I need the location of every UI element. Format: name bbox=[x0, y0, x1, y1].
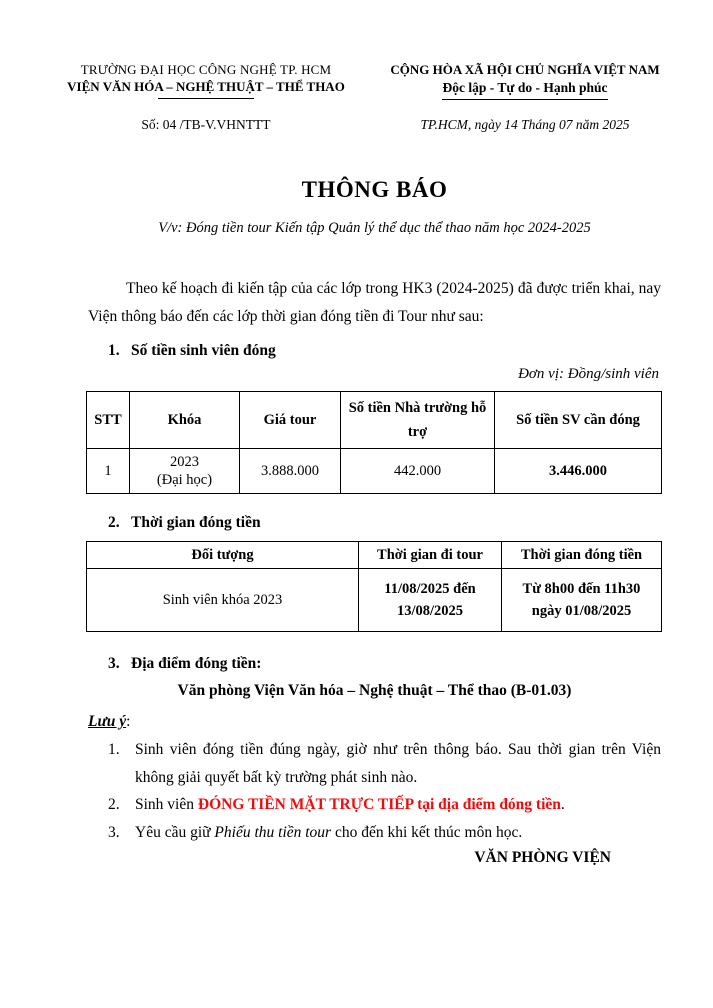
note-item-2 bbox=[108, 791, 661, 819]
document-header bbox=[48, 62, 671, 100]
fee-cell-stt: 1 bbox=[87, 449, 130, 494]
note-3-text: Yêu cầu giữ Phiếu thu tiền tour cho đến khi kết thúc môn học. bbox=[135, 823, 523, 841]
time-cell-di-tour: 11/08/2025 đến 13/08/2025 bbox=[359, 569, 502, 632]
fee-header-sv-dong: Số tiền SV cần đóng bbox=[495, 392, 662, 449]
national-motto-line2: Độc lập - Tự do - Hạnh phúc bbox=[442, 80, 608, 95]
fee-table-header-row bbox=[87, 392, 662, 449]
note-2-text: Sinh viên ĐÓNG TIỀN MẶT TRỰC TIẾP tại địa điểm đóng tiền. bbox=[135, 796, 565, 813]
section-2-title: Thời gian đóng tiền bbox=[131, 514, 261, 531]
fee-header-khoa: Khóa bbox=[130, 392, 240, 449]
document-number: Số: 04 /TB-V.VHNTTT bbox=[141, 117, 271, 132]
time-table-header-row bbox=[87, 542, 662, 569]
header-left-block bbox=[48, 62, 364, 100]
fee-table-row bbox=[87, 449, 662, 494]
section-3-title: Địa điểm đóng tiền: bbox=[131, 655, 262, 672]
fee-cell-sv-dong: 3.446.000 bbox=[495, 449, 662, 494]
section-3-heading bbox=[108, 655, 661, 673]
fee-cell-khoa-line1: 2023 bbox=[170, 454, 199, 470]
note-3-number: 3. bbox=[108, 823, 120, 841]
note-2-red-highlight: ĐÓNG TIỀN MẶT TRỰC TIẾP tại địa điểm đóng tiền bbox=[197, 796, 561, 813]
time-cell-doi-tuong: Sinh viên khóa 2023 bbox=[87, 569, 359, 632]
section-1-number: 1. bbox=[108, 342, 120, 359]
section-1-title: Số tiền sinh viên đóng bbox=[131, 342, 276, 359]
signature-office: VĂN PHÒNG VIỆN bbox=[474, 849, 611, 866]
time-header-di-tour: Thời gian đi tour bbox=[359, 542, 502, 569]
section-3-number: 3. bbox=[108, 655, 120, 672]
institute-underline bbox=[158, 98, 254, 99]
time-table-row bbox=[87, 569, 662, 632]
intro-paragraph: Theo kế hoạch đi kiến tập của các lớp trong HK3 (2024-2025) đã được triển khai, nay Viện thông báo đến các lớp thời gian đóng tiền đi Tour như sau: bbox=[88, 280, 661, 325]
notes-label-colon: : bbox=[126, 713, 131, 730]
page-title: THÔNG BÁO bbox=[301, 177, 448, 202]
fee-cell-ho-tro: 442.000 bbox=[341, 449, 495, 494]
fee-header-stt: STT bbox=[87, 392, 130, 449]
reference-row bbox=[48, 117, 671, 133]
notes-label-text: Lưu ý bbox=[88, 713, 127, 730]
header-right-block bbox=[379, 62, 671, 100]
section-2-heading bbox=[108, 514, 661, 532]
document-date: TP.HCM, ngày 14 Tháng 07 năm 2025 bbox=[420, 117, 630, 132]
motto-underline bbox=[442, 99, 608, 100]
national-motto-line1: CỘNG HÒA XÃ HỘI CHỦ NGHĨA VIỆT NAM bbox=[390, 62, 660, 77]
unit-note: Đơn vị: Đồng/sinh viên bbox=[518, 366, 659, 382]
page-subtitle: V/v: Đóng tiền tour Kiến tập Quản lý thể dục thể thao năm học 2024-2025 bbox=[158, 220, 591, 236]
note-item-3 bbox=[108, 819, 661, 847]
note-3-receipt-name: Phiếu thu tiền tour bbox=[214, 823, 332, 841]
note-1-number: 1. bbox=[108, 741, 120, 758]
payment-location: Văn phòng Viện Văn hóa – Nghệ thuật – Thể thao (B-01.03) bbox=[177, 682, 572, 699]
note-1-text: Sinh viên đóng tiền đúng ngày, giờ như trên thông báo. Sau thời gian trên Viện không giải quyết bất kỳ trường phát sinh nào. bbox=[135, 741, 661, 786]
fee-cell-khoa-line2: (Đại học) bbox=[156, 472, 213, 488]
fee-cell-gia-tour: 3.888.000 bbox=[240, 449, 341, 494]
note-item-1 bbox=[108, 736, 661, 791]
section-1-heading bbox=[108, 342, 661, 360]
notes-list bbox=[88, 736, 661, 846]
fee-header-gia-tour: Giá tour bbox=[240, 392, 341, 449]
section-2-number: 2. bbox=[108, 514, 120, 531]
institute-name: VIỆN VĂN HÓA – NGHỆ THUẬT – THỂ THAO bbox=[67, 79, 345, 94]
fee-cell-khoa bbox=[130, 449, 240, 494]
time-cell-dong-tien: Từ 8h00 đến 11h30 ngày 01/08/2025 bbox=[502, 569, 662, 632]
university-name: TRƯỜNG ĐẠI HỌC CÔNG NGHỆ TP. HCM bbox=[80, 62, 332, 77]
note-2-number: 2. bbox=[108, 796, 120, 813]
fee-header-ho-tro: Số tiền Nhà trường hỗ trợ bbox=[341, 392, 495, 449]
time-header-dong-tien: Thời gian đóng tiền bbox=[502, 542, 662, 569]
notes-label bbox=[88, 713, 661, 731]
time-header-doi-tuong: Đối tượng bbox=[87, 542, 359, 569]
time-table bbox=[86, 541, 662, 632]
fee-table bbox=[86, 391, 662, 494]
